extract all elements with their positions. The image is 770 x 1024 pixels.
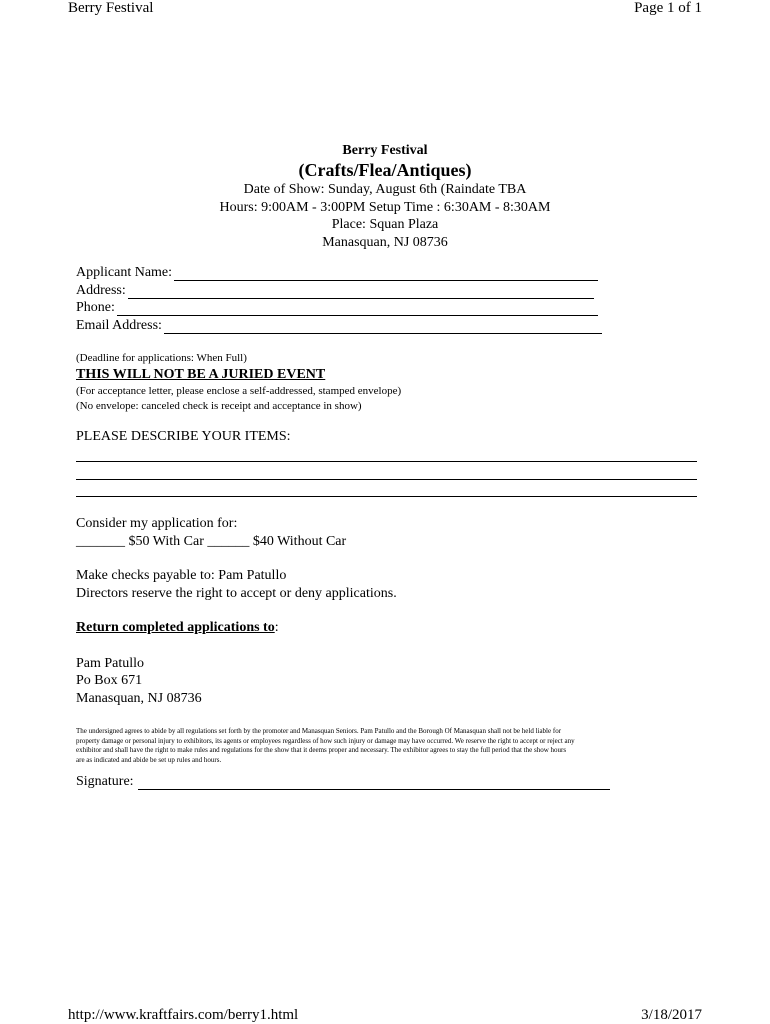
- applicant-name-field[interactable]: [76, 265, 598, 281]
- show-date: Date of Show: Sunday, August 6th (Raindate TBA: [243, 182, 527, 197]
- show-place: Place: Squan Plaza: [331, 217, 439, 232]
- return-name: Pam Patullo: [76, 656, 145, 671]
- address-line[interactable]: [128, 284, 594, 299]
- phone-label: Phone:: [76, 300, 115, 315]
- email-field[interactable]: [76, 318, 602, 334]
- header-title: Berry Festival: [68, 0, 154, 16]
- juried-notice: THIS WILL NOT BE A JURIED EVENT: [76, 367, 326, 382]
- describe-items-label: PLEASE DESCRIBE YOUR ITEMS:: [76, 429, 291, 444]
- footer-date: 3/18/2017: [641, 1007, 702, 1023]
- return-heading: [76, 620, 279, 636]
- show-city: Manasquan, NJ 08736: [322, 235, 448, 250]
- fee-options[interactable]: _______ $50 With Car ______ $40 Without Car: [76, 534, 347, 549]
- show-hours: Hours: 9:00AM - 3:00PM Setup Time : 6:30AM - 8:30AM: [219, 200, 551, 215]
- signature-line[interactable]: [138, 775, 610, 790]
- document-subtitle: (Crafts/Flea/Antiques): [298, 160, 472, 180]
- email-label: Email Address:: [76, 318, 162, 333]
- email-line[interactable]: [164, 319, 602, 334]
- phone-field[interactable]: [76, 300, 598, 316]
- applicant-name-label: Applicant Name:: [76, 265, 173, 280]
- page-number: Page 1 of 1: [634, 0, 702, 16]
- describe-line-1[interactable]: [76, 461, 697, 462]
- applicant-name-line[interactable]: [174, 266, 598, 281]
- footer-url[interactable]: http://www.kraftfairs.com/berry1.html: [68, 1007, 299, 1023]
- document-title: Berry Festival: [342, 143, 428, 158]
- phone-line[interactable]: [117, 301, 598, 316]
- directors-reserve: Directors reserve the right to accept or deny applications.: [76, 586, 397, 601]
- return-po-box: Po Box 671: [76, 673, 143, 688]
- address-label: Address:: [76, 283, 126, 298]
- address-field[interactable]: [76, 283, 594, 299]
- return-heading-text: Return completed applications to: [76, 620, 275, 635]
- signature-field[interactable]: [76, 774, 610, 790]
- terms-fine-print: The undersigned agrees to abide by all regulations set forth by the promoter and Manasquan Seniors. Pam Patullo and the Borough Of Manasquan shall not be held liable for property damage or personal injury to exhibitors, its agents or employees regardless of how such injury or damage may have occurred. We reserve the right to accept or reject any exhibitor and shall have the right to make rules and regulations for the show that it deems proper and necessary. The exhibitor agrees to stay the full period that the show hours are as indicated and abide be set up rules and hours.: [76, 727, 575, 764]
- signature-label: Signature:: [76, 774, 134, 789]
- describe-line-2[interactable]: [76, 479, 697, 480]
- checks-payable: Make checks payable to: Pam Patullo: [76, 568, 287, 583]
- return-city: Manasquan, NJ 08736: [76, 691, 202, 706]
- consider-label: Consider my application for:: [76, 516, 238, 531]
- return-heading-colon: :: [274, 620, 279, 635]
- envelope-note: (No envelope: canceled check is receipt and acceptance in show): [76, 400, 362, 412]
- deadline-note: (Deadline for applications: When Full): [76, 352, 247, 364]
- acceptance-note: (For acceptance letter, please enclose a self-addressed, stamped envelope): [76, 385, 402, 397]
- describe-line-3[interactable]: [76, 496, 697, 497]
